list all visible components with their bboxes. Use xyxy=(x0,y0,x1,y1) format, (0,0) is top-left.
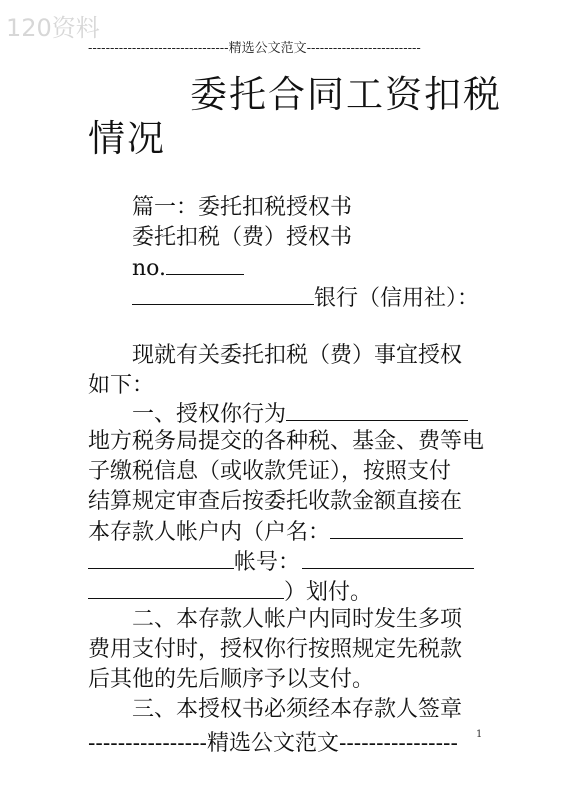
number-line xyxy=(132,252,483,285)
paragraph-1-line-1: 现就有关委托扣税（费）事宜授权 xyxy=(132,343,463,368)
chapter-heading: 篇一：委托扣税授权书 xyxy=(132,195,353,220)
number-label: no. xyxy=(132,256,167,281)
transfer-clause-end: ）划付。 xyxy=(284,580,373,605)
paragraph-2-line-2: 地方税务局提交的各种税、基金、费等电 xyxy=(88,429,485,454)
account-number-blank xyxy=(302,546,474,569)
clause-1-lead: 一、授权你行为 xyxy=(132,402,287,427)
document-subtitle: 委托扣税（费）授权书 xyxy=(132,225,353,250)
document-title-line-1: 委托合同工资扣税 xyxy=(190,73,502,116)
tax-authority-blank xyxy=(286,398,468,421)
paragraph-3-line-3: 后其他的先后顺序予以支付。 xyxy=(88,667,375,692)
paragraph-3-line-2: 费用支付时，授权你行按照规定先税款 xyxy=(88,637,463,662)
bank-line xyxy=(132,282,483,315)
paragraph-1-line-2: 如下： xyxy=(88,373,155,398)
page-header: --------------------------------精选公文范文-------------------------- xyxy=(88,41,421,56)
bank-suffix: 银行（信用社）： xyxy=(314,286,480,311)
paragraph-3-line-1: 二、本存款人帐户内同时发生多项 xyxy=(132,607,463,632)
document-title-line-2: 情况 xyxy=(88,117,166,160)
paragraph-4-line-1: 三、本授权书必须经本存款人签章 xyxy=(132,697,463,722)
paragraph-2-line-3: 子缴税信息（或收款凭证），按照支付 xyxy=(88,459,452,484)
paragraph-2-line-6 xyxy=(88,546,483,579)
account-number-label: 帐号： xyxy=(234,550,301,575)
account-name-blank xyxy=(330,516,463,539)
watermark: 120资料 xyxy=(6,14,100,42)
page-footer: ----------------精选公文范文---------------- xyxy=(88,731,458,756)
page-number: 1 xyxy=(476,729,483,740)
bank-name-blank xyxy=(132,282,314,305)
account-number-blank-cont xyxy=(88,576,284,599)
paragraph-2-line-5 xyxy=(88,516,483,549)
account-name-blank-cont xyxy=(88,546,234,569)
number-blank xyxy=(166,252,244,275)
paragraph-2-line-4: 结算规定审查后按委托收款金额直接在 xyxy=(88,489,463,514)
account-name-label: 本存款人帐户内（户名： xyxy=(88,520,331,545)
